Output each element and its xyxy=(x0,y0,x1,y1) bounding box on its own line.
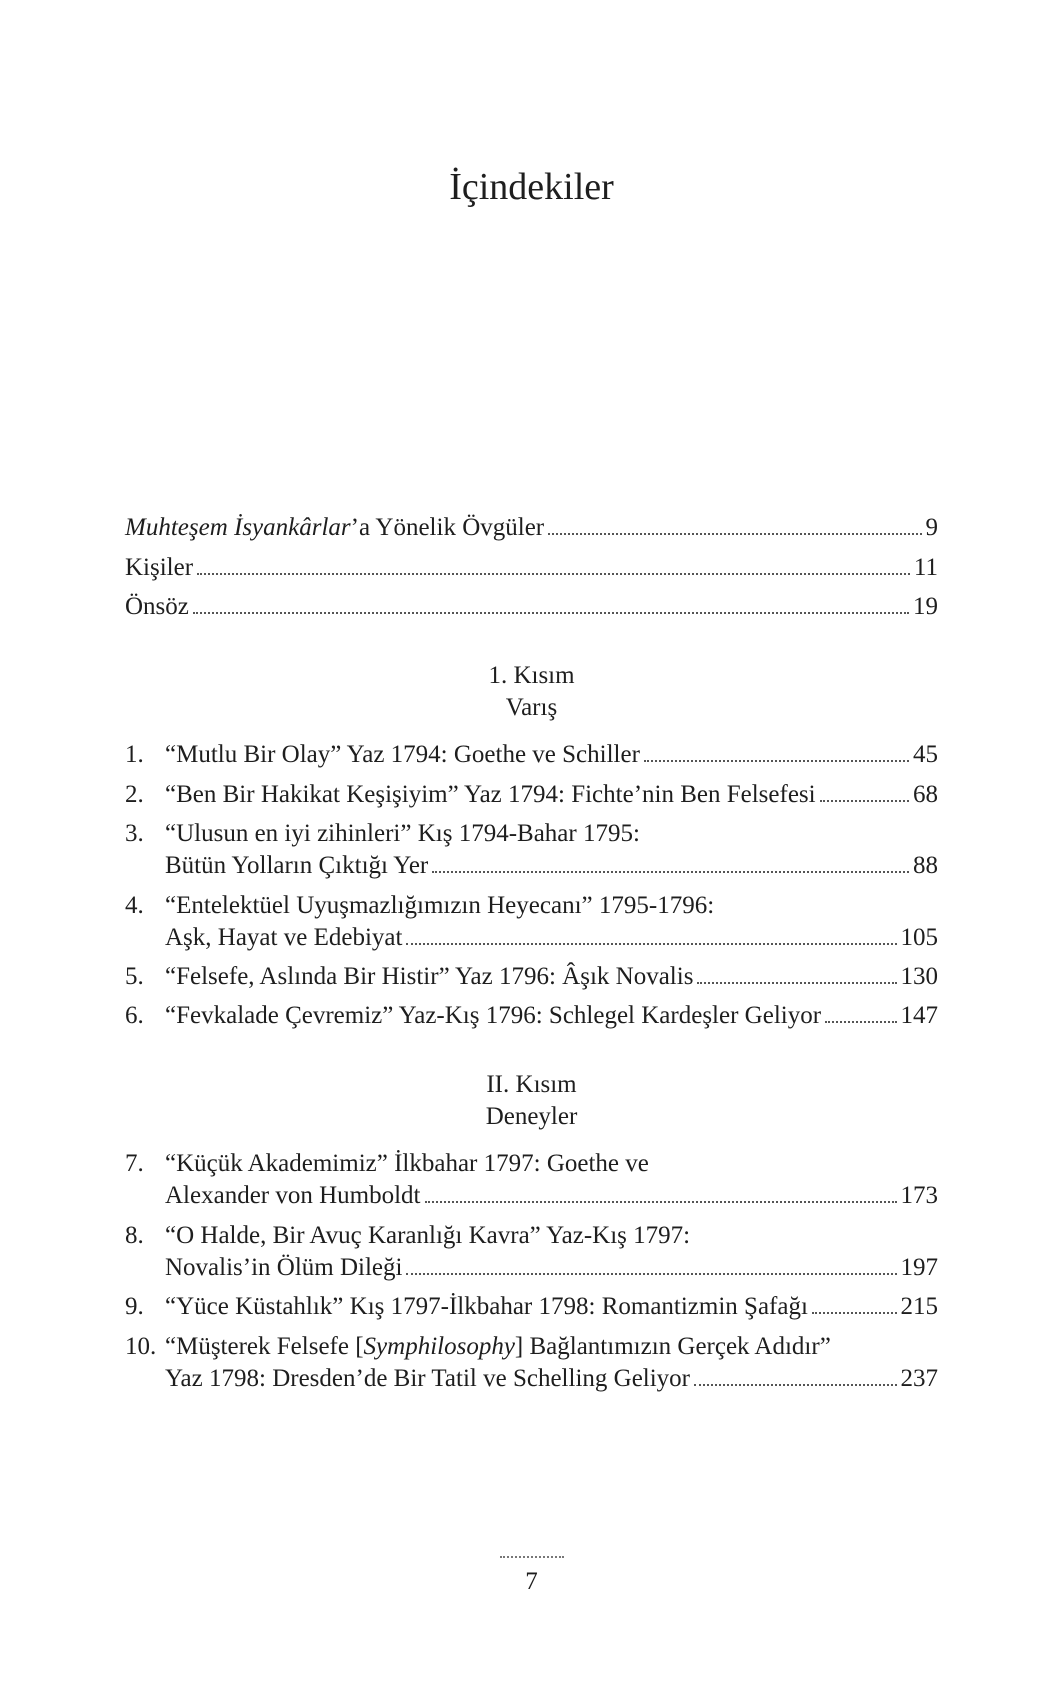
toc-entry-title-italic: Muhteşem İsyankârlar xyxy=(125,514,351,541)
chapter-number: 8. xyxy=(125,1222,144,1249)
page-number: 7 xyxy=(525,1568,538,1595)
dot-leader xyxy=(825,1021,896,1023)
chapter-title-part: “Müşterek Felsefe [ xyxy=(165,1333,364,1360)
toc-entry-preface[interactable] xyxy=(125,591,938,623)
toc-entry-title: Kişiler xyxy=(125,554,194,581)
toc-entry-page: 9 xyxy=(925,514,938,541)
chapter-title: “Felsefe, Aslında Bir Histir” Yaz 1796: Âşık Novalis xyxy=(165,963,694,990)
chapter-title-line2: Alexander von Humboldt xyxy=(165,1182,421,1209)
chapter-title-line1: “Ulusun en iyi zihinleri” Kış 1794-Bahar 1795: xyxy=(165,820,640,847)
dot-leader xyxy=(406,943,896,945)
part-name: Deneyler xyxy=(485,1103,578,1130)
chapter-number: 6. xyxy=(125,1002,144,1029)
toc-chapter-2[interactable] xyxy=(125,779,938,811)
chapter-number: 7. xyxy=(125,1150,144,1177)
chapter-page: 105 xyxy=(900,924,938,951)
chapter-title-line2: Aşk, Hayat ve Edebiyat xyxy=(165,924,403,951)
chapter-page: 215 xyxy=(900,1293,938,1320)
toc-chapter-9[interactable] xyxy=(125,1291,938,1323)
toc-chapter-7[interactable] xyxy=(165,1180,938,1212)
chapter-title: “Ben Bir Hakikat Keşişiyim” Yaz 1794: Fichte’nin Ben Felsefesi xyxy=(165,781,816,808)
toc-entry-title: ’a Yönelik Övgüler xyxy=(350,514,545,541)
chapter-title-line2: Yaz 1798: Dresden’de Bir Tatil ve Schelling Geliyor xyxy=(165,1365,691,1392)
chapter-page: 147 xyxy=(900,1002,938,1029)
chapter-title: “Mutlu Bir Olay” Yaz 1794: Goethe ve Schiller xyxy=(165,741,640,768)
chapter-number: 2. xyxy=(125,781,144,808)
dot-leader xyxy=(193,612,909,614)
dot-leader xyxy=(548,533,921,535)
footer-divider xyxy=(500,1556,564,1558)
chapter-title-line1: “Entelektüel Uyuşmazlığımızın Heyecanı” 1795-1796: xyxy=(165,892,715,919)
chapter-title-line1: “Küçük Akademimiz” İlkbahar 1797: Goethe ve xyxy=(165,1150,649,1177)
chapter-title: “Fevkalade Çevremiz” Yaz-Kış 1796: Schlegel Kardeşler Geliyor xyxy=(165,1002,822,1029)
toc-chapter-3[interactable] xyxy=(165,850,938,882)
dot-leader xyxy=(644,760,909,762)
toc-entry-page: 19 xyxy=(913,593,938,620)
chapter-number: 1. xyxy=(125,741,144,768)
chapter-page: 68 xyxy=(913,781,938,808)
toc-entry-title: Önsöz xyxy=(125,593,189,620)
chapter-title-line1 xyxy=(165,1331,831,1363)
chapter-page: 130 xyxy=(900,963,938,990)
chapter-title-line1: “O Halde, Bir Avuç Karanlığı Kavra” Yaz-Kış 1797: xyxy=(165,1222,691,1249)
chapter-title-italic: Symphilosophy xyxy=(363,1333,515,1360)
chapter-title: “Yüce Küstahlık” Kış 1797-İlkbahar 1798: Romantizmin Şafağı xyxy=(165,1293,808,1320)
dot-leader xyxy=(425,1201,897,1203)
chapter-number: 5. xyxy=(125,963,144,990)
toc-chapter-1[interactable] xyxy=(125,739,938,771)
page-title: İçindekiler xyxy=(449,166,614,208)
toc-entry-praise[interactable] xyxy=(125,512,938,544)
toc-chapter-8[interactable] xyxy=(165,1252,938,1284)
chapter-title-part: ] Bağlantımızın Gerçek Adıdır” xyxy=(514,1333,831,1360)
toc-entry-people[interactable] xyxy=(125,552,938,584)
dot-leader xyxy=(197,573,910,575)
dot-leader xyxy=(820,800,909,802)
toc-chapter-5[interactable] xyxy=(125,961,938,993)
chapter-number: 9. xyxy=(125,1293,144,1320)
chapter-number: 4. xyxy=(125,892,144,919)
dot-leader xyxy=(697,982,896,984)
toc-chapter-4[interactable] xyxy=(165,922,938,954)
chapter-number: 10. xyxy=(125,1333,157,1360)
chapter-page: 237 xyxy=(900,1365,938,1392)
dot-leader xyxy=(694,1384,896,1386)
chapter-title-line2: Bütün Yolların Çıktığı Yer xyxy=(165,852,429,879)
toc-chapter-6[interactable] xyxy=(125,1000,938,1032)
part-label: II. Kısım xyxy=(486,1071,577,1098)
part-label: 1. Kısım xyxy=(488,662,575,689)
chapter-page: 88 xyxy=(913,852,938,879)
dot-leader xyxy=(812,1312,897,1314)
toc-chapter-10[interactable] xyxy=(165,1363,938,1395)
dot-leader xyxy=(406,1273,896,1275)
chapter-page: 45 xyxy=(913,741,938,768)
chapter-number: 3. xyxy=(125,820,144,847)
dot-leader xyxy=(432,871,909,873)
chapter-page: 173 xyxy=(900,1182,938,1209)
chapter-page: 197 xyxy=(900,1254,938,1281)
toc-entry-page: 11 xyxy=(913,554,938,581)
part-name: Varış xyxy=(505,694,558,721)
chapter-title-line2: Novalis’in Ölüm Dileği xyxy=(165,1254,403,1281)
